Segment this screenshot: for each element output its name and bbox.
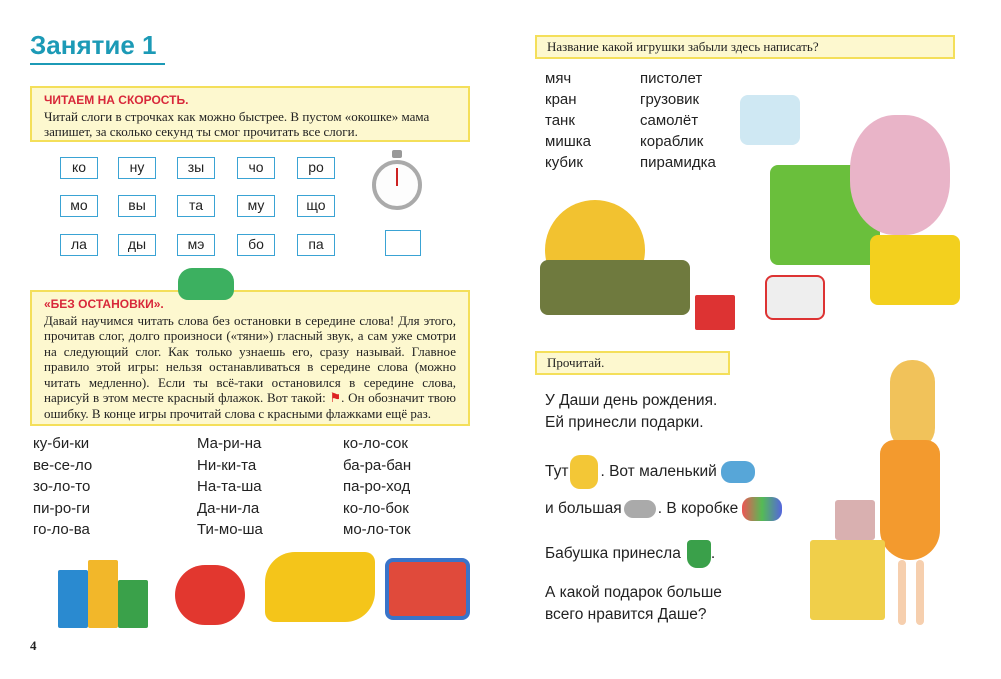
mouse-icon [624,500,656,518]
elephant-icon [721,461,755,483]
speed-reading-box [30,86,470,142]
doll-icon [570,455,598,489]
word-column [343,433,411,541]
word: ко-ло-бок [343,499,409,517]
syllable-cell: мэ [177,234,215,256]
toy-question-box [535,35,955,59]
word-column [197,433,263,541]
nonstop-heading: «БЕЗ ОСТАНОВКИ». [44,297,164,311]
stopwatch-icon [370,150,424,216]
steamboat-toy-illustration [175,565,245,625]
story-line: всего нравится Даше? [545,606,707,623]
syllable-cell: зы [177,157,215,179]
toy-name: пистолет [640,70,703,87]
syllable-cell: ро [297,157,335,179]
story-line: Тут . Вот маленький [545,455,755,489]
gift-box-icon [835,500,875,540]
story-text [545,390,717,434]
nonstop-text-end: . Он обозначит твою ошибку. В конце игры прочитай слова с красными флажками ещё раз. [44,390,456,421]
dress-icon [687,540,711,568]
word: ве-се-ло [33,456,93,474]
syllable-cell: ну [118,157,156,179]
word: зо-ло-то [33,478,91,495]
syllable-cell: па [297,234,335,256]
read-label-box [535,351,730,375]
syllable-cell: бо [237,234,275,256]
speed-heading: ЧИТАЕМ НА СКОРОСТЬ. [44,93,189,107]
story-line: Бабушка принесла . [545,540,715,568]
syllable-cell: ко [60,157,98,179]
toy-name: мяч [545,70,572,87]
nonstop-reading-box [30,290,470,426]
story-line: и большая . В коробке [545,497,782,521]
word: ко-ло-сок [343,435,408,452]
word: ба-ра-бан [343,456,412,474]
story-question [545,582,722,626]
red-flag-icon: ⚑ [329,390,342,405]
motorcycle-icon [178,268,234,300]
word: Ти-мо-ша [197,521,263,538]
word: Ни-ки-та [197,456,257,474]
syllable-cell: ла [60,234,98,256]
word: Да-ни-ла [197,499,260,517]
toy-name: кубик [545,154,583,171]
word-column [33,433,92,541]
toy-name: кран [545,91,577,108]
page-number: 4 [30,638,37,653]
syllable-cell: що [297,195,335,217]
time-record-box[interactable] [385,230,421,256]
syllable-cell: ды [118,234,156,256]
word: ку-би-ки [33,435,90,452]
toy-name: мишка [545,133,591,150]
word: На-та-ша [197,478,262,495]
candies-icon [742,497,782,521]
word: пи-ро-ги [33,499,91,517]
toy-name: самолёт [640,112,699,129]
word: мо-ло-ток [343,521,411,538]
read-label: Прочитай. [547,355,605,370]
toy-name: танк [545,112,575,129]
syllable-cell: чо [237,157,275,179]
speed-text: Читай слоги в строчках как можно быстрее. В пустом «окошке» мама запишет, за сколько секунд ты смог прочитать все слоги. [44,108,430,139]
syllable-cell: вы [118,195,156,217]
nonstop-text: Давай научимся читать слова без остановки в середине слова! Для этого, прочитав слог, долго произноси («тяни») гласный звук, а сам уже смотри на следующий слог. Как только узнаешь его, сразу называй. Главное правило этой игры: нельзя останавливаться в середине слова (можно читать медленно). Если ты всё-таки остановился в середине слова, нарисуй в этом месте красный флажок. Вот такой: [44,312,456,405]
word: го-ло-ва [33,521,90,538]
hammer-toy-illustration [265,552,375,622]
toy-name: пирамидка [640,154,716,171]
gift-boxes-illustration [810,540,885,620]
toy-name: грузовик [640,91,700,108]
syllable-cell: мо [60,195,98,217]
lesson-title: Занятие 1 [30,30,165,65]
syllable-cell: му [237,195,275,217]
word: Ма-ри-на [197,435,262,452]
toys-illustration [540,75,960,330]
syllable-cell: та [177,195,215,217]
toy-name: кораблик [640,133,704,150]
word: па-ро-ход [343,478,411,495]
story-line: Ей принесли подарки. [545,414,704,431]
drum-illustration [385,558,470,620]
blocks-illustration [48,550,158,628]
story-line: У Даши день рождения. [545,392,718,409]
story-line: А какой подарок больше [545,584,722,601]
toy-question: Название какой игрушки забыли здесь написать? [547,39,819,54]
